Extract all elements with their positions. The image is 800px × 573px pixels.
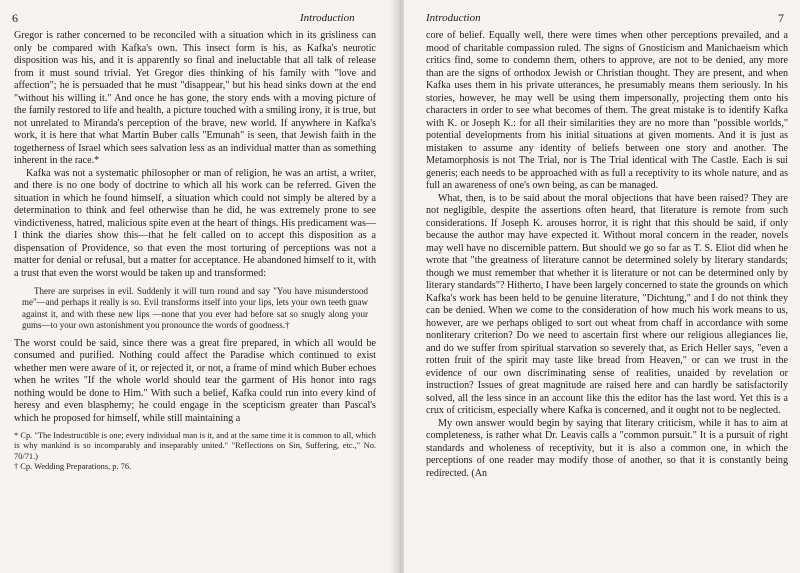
quote-text: There are surprises in evil. Suddenly it will turn round and say "You have misunderstood me"—and perhaps it really is so. Evil transforms itself into your lips, lets your own teeth gnaw against it, and with these new lips —none that you ever had before sat so snugly along your gums—to your own astonishment you pronounce the words of goodness.† bbox=[22, 286, 368, 331]
left-body-text bbox=[14, 30, 376, 472]
running-header-left: Introduction bbox=[300, 12, 355, 24]
page-number-right: 7 bbox=[778, 11, 784, 25]
running-header-right: Introduction bbox=[426, 12, 481, 24]
left-page bbox=[0, 0, 396, 573]
paragraph: The worst could be said, since there was a great fire prepared, in which all would be consumed and purified. Nothing could affect the Paradise which continued to exist whether men were aware of it, or rejected it, or not, a frame of mind which Buber echoes when he writes "If the whole world should tear the garment of His honor into rags nothing would be done to Him." With such a belief, Kafka could run into every kind of heresy and even blasphemy; he could engage in the scepticism greater than Pascal's which he proposed for himself, while still maintaining a bbox=[14, 337, 376, 424]
paragraph: What, then, is to be said about the moral objections that have been raised? They are not negligible, despite the assertions often heard, that literature is remote from such considerations. If Joseph K. arouses horror, it is right that this should be said, if only because the author may have expected it. Without moral concern in the reader, novels may well have no discernible pattern. But should we go so far as T. S. Eliot did when he wrote that "the greatness of literature cannot be determined solely by literary standards; though we must remember that whether it is literature or not can be determined only by literary standards"? Hitherto, I have been largely concerned to state the grounds on which Kafka's work has been held to be genuine literature, "Dichtung," and I do not think they can be denied. When we come to the consideration of how much his work means to us, however, are we perhaps obliged to sort out wheat from chaff in accordance with some nonliterary criterion? Do we need to ascertain first where our religious allegiances lie, and do we suffer from spiritual starvation so severely that, as Erich Heller says, "even a rotten fruit of the spirit may taste like bread from Heaven," or can we trust in the evidence of our own discriminating sense of realities, unaided by revelation or instruction? Issues of great magnitude are raised here and can hardly be satisfactorily solved, all the less since in an account like this the editor has the last word. Yet this is a crux of criticism, especially where Kafka is concerned, and it ought not to be neglected. bbox=[426, 192, 788, 416]
right-body-text bbox=[426, 30, 788, 480]
paragraph: My own answer would begin by saying that literary criticism, while it has to aim at completeness, is rather what Dr. Leavis calls a "common pursuit." It is a pursuit of right standards and wholeness of receptivity, but it is also a common one, in which the perceptions of one reader may modify those of another, so that it is constantly being redirected. (An bbox=[426, 417, 788, 479]
footnote: * Cp. "The Indestructible is one; every individual man is it, and at the same time it is common to all, which is why mankind is so incomparably and inseparably united." "Reflections on Sin, Suffering, etc.," No. 70/71.) bbox=[14, 431, 376, 461]
footnote: † Cp. Wedding Preparations, p. 76. bbox=[14, 461, 132, 471]
block-quote bbox=[22, 286, 368, 332]
paragraph: core of belief. Equally well, there were times when other perceptions prevailed, and a mood of charitable compassion ruled. The signs of Gnosticism and Manichaeism which critics find, some to condemn them, others to approve, are not to be denied, any more than are the signs of orthodox Jewish or Christian thought. They are present, and when Kafka uses them in his private utterances, he presumably means them seriously. In his stories, however, he may well be using them impersonally, projecting them onto his characters in order to see what becomes of them. The great mistake is to identify Kafka with K. or Joseph K.: for all their similarities they are no more than "possible worlds," potential developments from his initial situations at given moments. And it is just as mistaken to assume any identity of beliefs between one story and another. The Metamorphosis is not The Trial, nor is The Trial identical with The Castle. Each is sui generis; each needs to be approached with as full a receptivity to its whole nature, and as full an awareness of one's own being, as can be managed. bbox=[426, 30, 788, 191]
right-page bbox=[404, 0, 800, 573]
paragraph: Kafka was not a systematic philosopher or man of religion, he was an artist, a writer, and there is no one body of doctrine to which all his work can be referred. Given the situation in which he found himself, a situation which could not simply be altered by a determination to think and feel otherwise than he did, he was extremely prone to see vindictiveness, hatred, malicious spite even at the heart of things. His predicament was—I think the diaries show this—that he felt called on to accept this disposition as a dispensation of Providence, so that even the most torturing of perceptions was not a matter for denial or refusal, but a matter for acceptance. He abandoned himself to it, with a trust that even the worst would be taken up and transformed: bbox=[14, 167, 376, 279]
page-number-left: 6 bbox=[12, 11, 18, 25]
footnotes bbox=[14, 431, 376, 472]
paragraph: Gregor is rather concerned to be reconciled with a situation which in its grisliness can only be compared with Kafka's own. This insect form is his, as Kafka's neurotic disposition was his, and it is apparently so final and ineluctable that all talk of release from it must sound trivial. Yet Gregor dies thinking of his family with "love and affection"; he is persuaded that he must "disappear," but his head sinks down at the end "without his willing it." And once he has gone, the story ends with a moving picture of the family restored to life and health, a picture touched with a smiling irony, it is true, but not unrelated to Miranda's perception of the brave, new world. If anywhere in Kafka's work, it is here that what Martin Buber calls "Emunah" is seen, that Jewish faith in the togetherness of Israel which sees salvation less as an individual matter than as something inherent in the race.* bbox=[14, 30, 376, 166]
